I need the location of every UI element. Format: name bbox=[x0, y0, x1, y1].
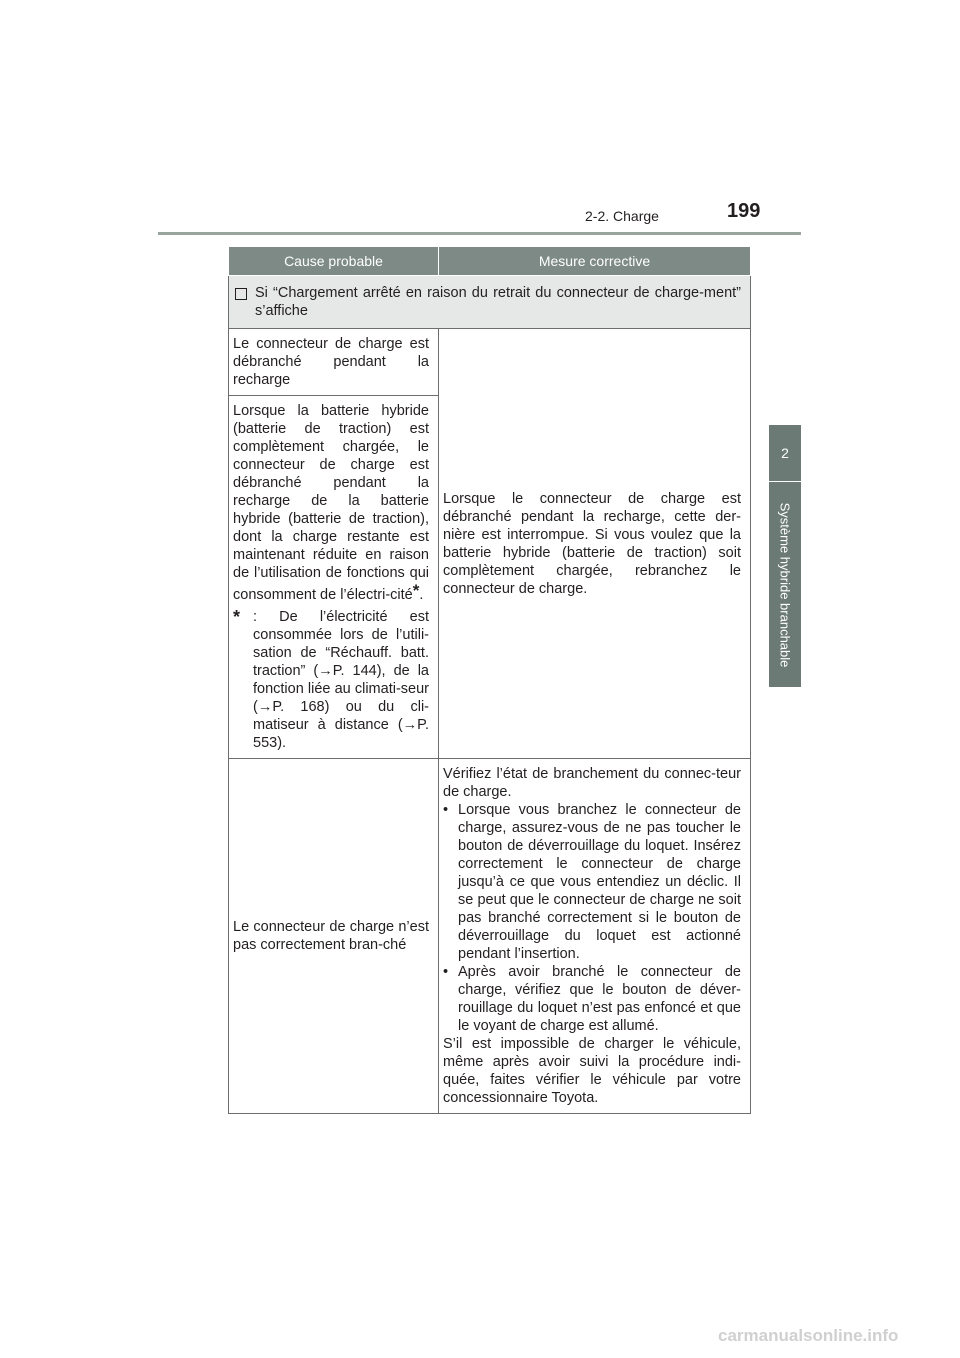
bullet-icon: • bbox=[443, 964, 449, 980]
cause-text: Lorsque la batterie hybride (batterie de traction) est complètement chargée, le connecteur de charge est débranché pendant la recharge de la batterie hybride (batterie de traction), dont la charge restante est maintenant réduite en raison de l’utilisation de fonctions qui consomment de l’électri-cité bbox=[233, 403, 429, 603]
cause-text: Le connecteur de charge est débranché pendant la recharge bbox=[233, 336, 429, 388]
watermark: carmanualsonline.info bbox=[718, 1326, 899, 1345]
header-divider bbox=[158, 232, 801, 235]
column-header-measure: Mesure corrective bbox=[439, 247, 751, 276]
cause-cell bbox=[229, 329, 439, 396]
list-item-text: Après avoir branché le connecteur de charge, vérifiez que le bouton de déver-rouillage du loquet n’est pas enfoncé et que le voyant de charge est allumé. bbox=[458, 964, 741, 1034]
cause-cell bbox=[229, 396, 439, 759]
measure-cell bbox=[439, 759, 751, 1114]
section-title: 2-2. Charge bbox=[585, 208, 659, 224]
troubleshooting-table bbox=[228, 246, 751, 1114]
footnote-star: * bbox=[412, 581, 420, 600]
footnote bbox=[233, 608, 429, 752]
bullet-icon: • bbox=[443, 802, 449, 818]
condition-text: Si “Chargement arrêté en raison du retrait du connecteur de charge-ment” s’affiche bbox=[255, 285, 741, 319]
cause-text-end: . bbox=[419, 587, 424, 603]
measure-intro: Vérifiez l’état de branchement du connec-teur de charge. bbox=[443, 766, 741, 800]
table-row bbox=[229, 329, 751, 396]
cause-text: Le connecteur de charge n’est pas correctement bran-ché bbox=[233, 919, 429, 953]
list-item bbox=[443, 963, 741, 1035]
list-item bbox=[443, 801, 741, 963]
cause-cell bbox=[229, 759, 439, 1114]
condition-row bbox=[229, 276, 751, 329]
checkbox-icon bbox=[235, 288, 247, 300]
measure-outro: S’il est impossible de charger le véhicule, même après avoir suivi la procédure indi-quée, faites vérifier le véhicule par votre concessionnaire Toyota. bbox=[443, 1036, 741, 1106]
footnote-mark: * bbox=[233, 607, 241, 627]
list-item-text: Lorsque vous branchez le connecteur de charge, assurez-vous de ne pas toucher le bouton de déverrouillage du loquet. Insérez correctement le connecteur de charge jusqu’à ce que vous entendiez un déclic. Il se peut que le connecteur de charge ne soit pas branché correctement si le bouton de déverrouillage du loquet est actionné pendant l’insertion. bbox=[458, 802, 741, 962]
column-header-cause: Cause probable bbox=[229, 247, 439, 276]
chapter-tab-label: Système hybride branchable bbox=[777, 502, 793, 667]
chapter-tab-number: 2 bbox=[769, 425, 801, 481]
measure-text: Lorsque le connecteur de charge est débranché pendant la recharge, cette der-nière est interrompue. Si vous voulez que la batterie hybride (batterie de traction) soit complètement chargée, rebranchez le connecteur de charge. bbox=[443, 490, 741, 597]
footnote-text: : De l’électricité est consommée lors de l’utili-sation de “Réchauff. batt. traction” (→P. 144), de la fonction liée au climati-seur (→P. 168) ou du cli-matiseur à distance (→P. 553). bbox=[253, 609, 429, 751]
measure-cell bbox=[439, 329, 751, 759]
table-row bbox=[229, 759, 751, 1114]
page-number: 199 bbox=[727, 200, 761, 222]
chapter-tab-title bbox=[769, 482, 801, 687]
condition-cell bbox=[229, 276, 751, 329]
table-header-row bbox=[229, 247, 751, 276]
